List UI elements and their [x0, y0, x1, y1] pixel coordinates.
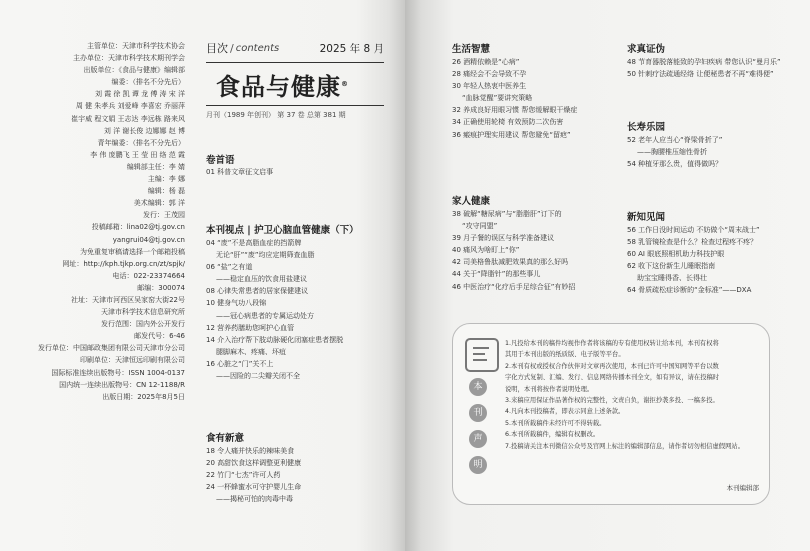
- section-items-shidian: [206, 237, 343, 382]
- masthead-line: 出版日期：2025年8月5日: [102, 392, 185, 401]
- toc-item[interactable]: 06 “盐”之有道: [206, 263, 253, 272]
- toc-item[interactable]: “血脉觉醒”要讲究策略: [462, 94, 533, 103]
- section-items-shenghuo: [452, 56, 577, 141]
- section-title-shiyou: 食有新意: [206, 433, 245, 444]
- masthead-line: 刘 洋 谢长俊 边娜娜 赵 博: [103, 126, 185, 135]
- toc-item[interactable]: 52 老年人应当心“脊梁骨折了”: [627, 136, 723, 144]
- toc-item[interactable]: 20 高甜饮食这样调整更利健康: [206, 459, 302, 468]
- masthead-line: 印刷单位：天津恒远印刷有限公司: [80, 356, 185, 365]
- section-title-jiaren: 家人健康: [452, 196, 491, 207]
- toc-item[interactable]: 56 工作日没时间运动 不妨做个“周末战士”: [627, 226, 760, 234]
- toc-item[interactable]: ——揭秘可怕的肉毒中毒: [216, 495, 293, 504]
- toc-item[interactable]: 无论“肝”“废”均应定期筛查血脂: [216, 251, 315, 260]
- masthead-line: 国际标准连续出版物号：ISSN 1004-0137: [51, 368, 185, 377]
- toc-item[interactable]: 34 正确使用轮椅 有效预防二次伤害: [452, 118, 564, 127]
- notice-line: 3.来稿应用保证作品著作权的完整性，文责自负，谢拒抄袭多投、一稿多投。: [505, 397, 719, 405]
- notice-line: 说明，本刊将按作者说明处理。: [505, 385, 594, 393]
- section-items-juanshou: [206, 166, 273, 178]
- notice-line: 6.本刊所载稿件，编辑有权删改。: [505, 431, 600, 439]
- masthead: [5, 40, 185, 403]
- toc-item[interactable]: 62 收下这份新生儿睡眠指南: [627, 262, 716, 271]
- toc-item[interactable]: 39 月子餐的误区与科学准备建议: [452, 234, 555, 243]
- section-title-qiuzhen: 求真证伪: [627, 44, 666, 55]
- masthead-line: 刘 霞 徐 凯 谭 龙 傅 涛 宋 洋: [94, 90, 185, 99]
- toc-item[interactable]: ——冠心病患者的专属运动处方: [216, 311, 314, 320]
- toc-item[interactable]: 腿脚麻木、疼痛、坏疽: [216, 347, 286, 356]
- notice-label-char: 本: [469, 378, 487, 396]
- toc-header: [206, 40, 384, 120]
- section-title-shenghuo: 生活智慧: [452, 44, 491, 55]
- notice-text: [505, 338, 760, 452]
- masthead-line: 电话：022-23374664: [112, 271, 185, 280]
- toc-item[interactable]: ——稳定血压的饮食用盐建议: [216, 275, 307, 284]
- toc-item[interactable]: ——因险的二尖瓣关闭不全: [216, 372, 300, 381]
- masthead-line: 主办单位：天津市科学技术期刊学会: [73, 54, 185, 63]
- toc-item[interactable]: 40 痛风为啥盯上“你”: [452, 246, 520, 255]
- masthead-line: 青年编委：（排名不分先后）: [97, 138, 185, 147]
- toc-title-row: [206, 40, 384, 56]
- toc-item[interactable]: 30 年轻人热衷中医养生: [452, 82, 527, 91]
- masthead-line: 主管单位：天津市科学技术协会: [87, 42, 185, 50]
- toc-item[interactable]: 32 养成良好用眼习惯 帮您缓解眼干燥症: [452, 106, 578, 115]
- masthead-line: 美术编辑：郭 洋: [133, 199, 185, 208]
- toc-item[interactable]: 04 “废”不是高脂血症的挡箭牌: [206, 239, 302, 247]
- masthead-line: 邮发代号：6-46: [134, 332, 185, 341]
- toc-title: 目次: [206, 42, 228, 55]
- masthead-line: 为免重复审稿请选择一个邮箱投稿: [80, 247, 185, 256]
- masthead-line: 投稿邮箱：lina02@tj.gov.cn: [91, 223, 185, 232]
- section-title-juanshou: 卷首语: [206, 155, 235, 166]
- notice-line: 7.投稿请关注本刊微信公众号及官网上标注的编辑部信息，请作者切勿相信虚假网站。: [505, 442, 744, 450]
- notice-line: 5.本刊所载稿件未经许可不得转载。: [505, 419, 606, 427]
- issue-info: 月刊（1989 年创刊） 第 37 卷 总第 381 期: [206, 111, 346, 119]
- toc-item[interactable]: 44 关于“降脂针”的那些事儿: [452, 270, 541, 279]
- toc-item[interactable]: 28 痛经会不会导致不孕: [452, 70, 527, 79]
- toc-item[interactable]: 16 心脏之“门”关不上: [206, 359, 274, 368]
- toc-item[interactable]: 64 骨质疏松症诊断的“金标准”——DXA: [627, 286, 752, 295]
- section-title-xinzhi: 新知见闻: [627, 212, 666, 223]
- copyright-notice-box: [452, 323, 770, 505]
- section-items-xinzhi: [627, 224, 760, 297]
- toc-item[interactable]: 22 竹门“七杰”许可人药: [206, 471, 281, 480]
- masthead-line: 发行单位：中国邮政集团有限公司天津市分公司: [38, 344, 185, 353]
- notice-line: 4.凡向本刊投稿者，即表示同意上述条款。: [505, 408, 625, 416]
- notice-line: 其用于本刊出版的纸质版、电子版等平台。: [505, 351, 625, 359]
- toc-item[interactable]: 08 心律失常患者的居家保健建议: [206, 287, 309, 296]
- toc-item[interactable]: 50 针刺疗法疏通经络 让便秘患者不再“难得便”: [627, 70, 774, 79]
- toc-item[interactable]: 26 酒精依赖是“心病”: [452, 58, 520, 66]
- logo-text: 食品与健康: [216, 73, 341, 101]
- toc-item[interactable]: 18 令人痛并快乐的辣味美食: [206, 447, 295, 455]
- section-title-changshou: 长寿乐园: [627, 122, 666, 133]
- toc-item[interactable]: 10 健身气功八段锦: [206, 299, 267, 308]
- notice-signature: 本刊编辑部: [726, 484, 759, 492]
- masthead-line: 主编：李 娜: [147, 175, 185, 184]
- toc-item[interactable]: 48 节育器脱落能致的孕妇疾病 带您认识“曼月乐”: [627, 58, 781, 66]
- toc-title-en: contents: [235, 42, 280, 54]
- section-title-shidian: 本刊视点 | 护卫心脑血管健康（下）: [206, 225, 359, 236]
- masthead-line: 编辑：杨 磊: [147, 187, 185, 196]
- section-items-qiuzhen: [627, 56, 781, 80]
- masthead-line: yangrui04@tj.gov.cn: [112, 235, 185, 244]
- toc-item[interactable]: 60 AI 眼底照相机助力科技护眼: [627, 250, 725, 259]
- masthead-line: 编辑部主任：李 婧: [126, 162, 185, 171]
- toc-item[interactable]: 14 介入治疗帮下肢动脉硬化闭塞症患者摆脱: [206, 335, 344, 344]
- toc-item[interactable]: 24 一杯蜂蜜水可守护婴儿生命: [206, 483, 302, 492]
- toc-item[interactable]: 54 种植牙那么贵，值得做吗？: [627, 160, 723, 169]
- notice-label-char: 刊: [469, 404, 487, 422]
- notice-label-char: 声: [469, 430, 487, 448]
- notice-line: 字化方式复制、汇编、发行、信息网络传播本刊全文，如有异议，请在投稿时: [505, 374, 720, 382]
- toc-item[interactable]: 46 中医治疗“化疗后手足综合征”有妙招: [452, 282, 576, 291]
- masthead-line: 发行范围：国内外公开发行: [101, 320, 185, 329]
- notice-line: 2.本刊有权或授权合作伙伴对文章再次使用，本刊已许可中国知网等平台以数: [505, 362, 719, 370]
- issue-date: 2025 年 8 月: [319, 42, 384, 55]
- masthead-line: 周 健 朱孝兵 刘爱峰 李喜宏 乔丽萍: [75, 102, 185, 111]
- masthead-line: 网址：http://kph.tjkp.org.cn/zt/spjk/: [62, 259, 185, 268]
- masthead-line: 发行：王茂园: [143, 211, 185, 220]
- toc-item[interactable]: ——胸腰椎压缩性骨折: [637, 148, 707, 157]
- masthead-line: 社址：天津市河西区吴家窑大街22号: [71, 295, 185, 304]
- masthead-line: 天津市科学技术信息研究所: [101, 308, 185, 317]
- notice-line: 1.凡投给本刊的稿件均视作作者将该稿的专有使用权转让给本刊，本刊有权将: [505, 340, 719, 347]
- masthead-line: 崔宇威 程文娟 王志达 李远栋 路来风: [71, 114, 185, 123]
- toc-item[interactable]: 01 科普文章征文启事: [206, 168, 274, 176]
- notice-label-char: 明: [469, 456, 487, 474]
- masthead-line: 李 伟 庞鹏飞 王 莹 田 络 范 霞: [90, 150, 185, 159]
- section-items-changshou: [627, 134, 722, 170]
- slash: /: [230, 41, 234, 55]
- masthead-line: 编委：（排名不分先后）: [111, 78, 185, 87]
- registered-mark: ®: [341, 80, 349, 88]
- document-icon: [465, 338, 499, 372]
- masthead-line: 出版单位：《食品与健康》编辑部: [83, 66, 185, 75]
- notice-label: [469, 378, 487, 482]
- toc-item[interactable]: “攻守同盟”: [462, 222, 498, 231]
- toc-item[interactable]: 36 瘢痕护理实用建议 帮您避免“留疤”: [452, 130, 571, 139]
- section-items-shiyou: [206, 445, 301, 505]
- toc-item[interactable]: 12 营养药膳助您呵护心血管: [206, 323, 295, 332]
- masthead-line: 邮编：300074: [137, 283, 185, 292]
- toc-item[interactable]: 58 乳管镜检查是什么？检查过程疼不疼？: [627, 238, 758, 247]
- toc-item[interactable]: 助宝宝睡得香、长得壮: [637, 274, 707, 283]
- toc-item[interactable]: 38 破解“糖尿病”与“脂脂肝”订下的: [452, 210, 562, 218]
- toc-item[interactable]: 42 司美格鲁肽减肥效果真的那么好吗: [452, 258, 569, 267]
- masthead-line: 国内统一连续出版物号：CN 12-1188/R: [59, 380, 185, 389]
- section-items-jiaren: [452, 208, 575, 293]
- magazine-logo: [206, 62, 384, 106]
